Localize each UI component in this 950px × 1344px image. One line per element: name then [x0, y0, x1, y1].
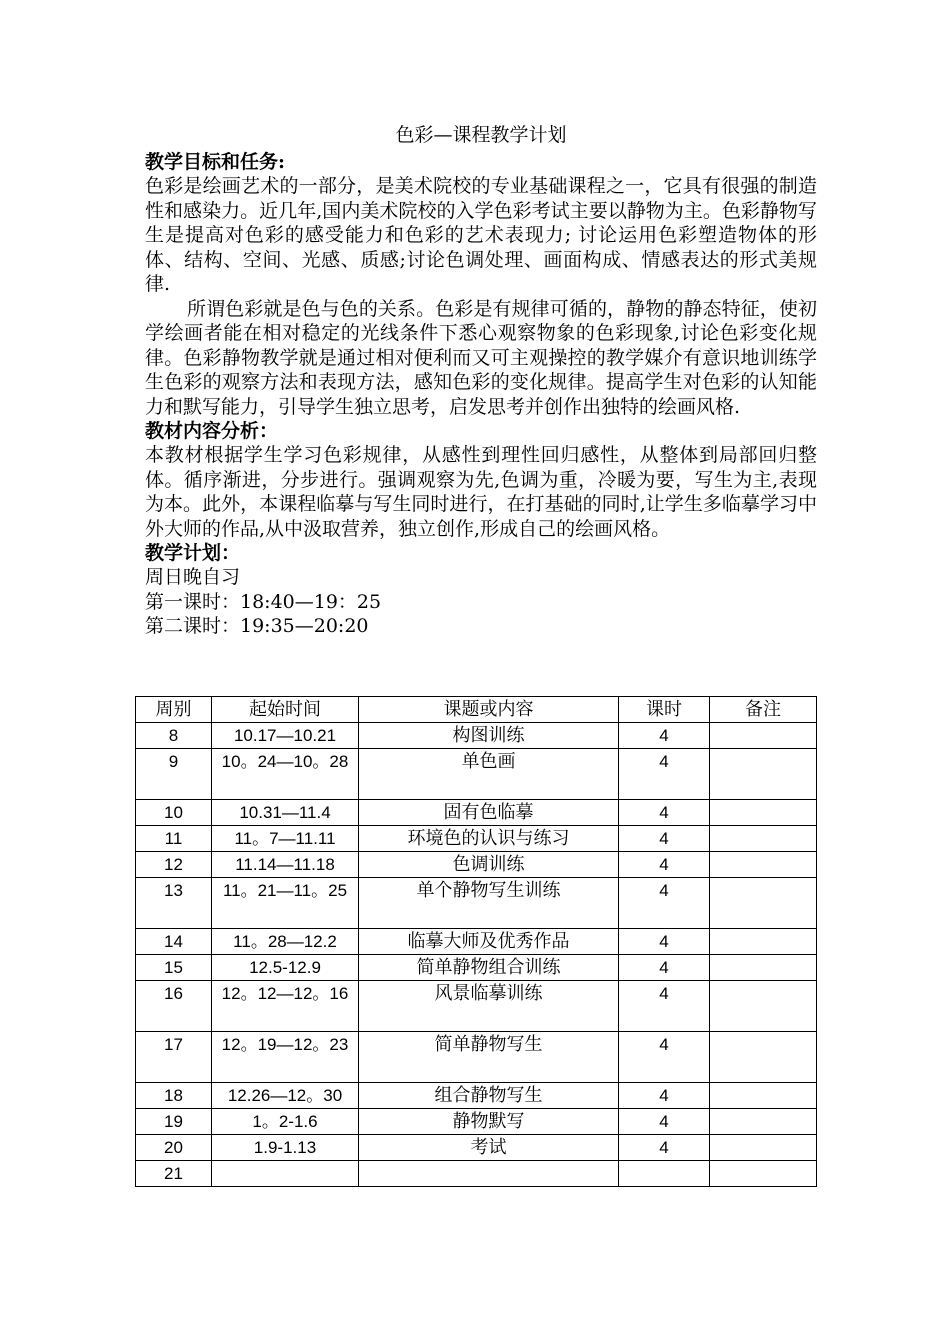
cell-note [710, 723, 817, 749]
header-hours: 课时 [619, 697, 710, 723]
goals-heading: 教学目标和任务: [145, 151, 286, 173]
header-dates: 起始时间 [212, 697, 359, 723]
table-row [136, 878, 817, 929]
cell-note [710, 1135, 817, 1161]
cell-dates: 1。2-1.6 [212, 1109, 359, 1135]
cell-week: 21 [136, 1161, 212, 1187]
schedule-body [136, 723, 817, 1187]
cell-week: 19 [136, 1109, 212, 1135]
schedule-table [135, 696, 817, 1187]
cell-dates [212, 1161, 359, 1187]
cell-hours: 4 [619, 749, 710, 800]
table-row [136, 955, 817, 981]
cell-note [710, 826, 817, 852]
cell-dates: 11。21—11。25 [212, 878, 359, 929]
header-week: 周别 [136, 697, 212, 723]
document-page [145, 122, 817, 639]
cell-dates: 10。24—10。28 [212, 749, 359, 800]
cell-dates: 10.17—10.21 [212, 723, 359, 749]
cell-note [710, 749, 817, 800]
cell-note [710, 955, 817, 981]
cell-hours: 4 [619, 1083, 710, 1109]
cell-topic: 简单静物写生 [359, 1032, 619, 1083]
cell-dates: 1.9-1.13 [212, 1135, 359, 1161]
cell-hours: 4 [619, 1135, 710, 1161]
cell-dates: 11.14—11.18 [212, 852, 359, 878]
header-note: 备注 [710, 697, 817, 723]
cell-week: 11 [136, 826, 212, 852]
cell-week: 10 [136, 800, 212, 826]
cell-dates: 11。7—11.11 [212, 826, 359, 852]
cell-topic: 构图训练 [359, 723, 619, 749]
schedule-header-row [136, 697, 817, 723]
cell-note [710, 929, 817, 955]
cell-topic: 静物默写 [359, 1109, 619, 1135]
table-row [136, 723, 817, 749]
table-row [136, 749, 817, 800]
goals-paragraph-1: 色彩是绘画艺术的一部分，是美术院校的专业基础课程之一，它具有很强的制造性和感染力。近几年,国内美术院校的入学色彩考试主要以静物为主。色彩静物写生是提高对色彩的感受能力和色彩的艺术表现力; 讨论运用色彩塑造物体的形体、结构、空间、光感、质感;讨论色调处理、画面构成、情感表达的形式美规律. [145, 175, 817, 295]
plan-session-label: 周日晚自习 [145, 566, 241, 588]
cell-note [710, 800, 817, 826]
content-analysis-paragraph: 本教材根据学生学习色彩规律，从感性到理性回归感性，从整体到局部回归整体。循序渐进，分步进行。强调观察为先,色调为重，冷暖为要，写生为主,表现为本。此外，本课程临摹与写生同时进行，在打基础的同时,让学生多临摹学习中外大师的作品,从中汲取营养，独立创作,形成自己的绘画风格。 [145, 444, 817, 540]
goals-paragraph-2: 所谓色彩就是色与色的关系。色彩是有规律可循的，静物的静态特征，使初学绘画者能在相对稳定的光线条件下悉心观察物象的色彩现象,讨论色彩变化规律。色彩静物教学就是通过相对便利而又可主观操控的教学媒介有意识地训练学生色彩的观察方法和表现方法，感知色彩的变化规律。提高学生对色彩的认知能力和默写能力，引导学生独立思考，启发思考并创作出独特的绘画风格. [145, 297, 817, 418]
cell-note [710, 1083, 817, 1109]
cell-topic: 考试 [359, 1135, 619, 1161]
cell-topic: 组合静物写生 [359, 1083, 619, 1109]
table-row [136, 1032, 817, 1083]
cell-hours: 4 [619, 1032, 710, 1083]
table-row [136, 852, 817, 878]
cell-week: 20 [136, 1135, 212, 1161]
cell-hours: 4 [619, 878, 710, 929]
table-row [136, 1083, 817, 1109]
cell-hours: 4 [619, 723, 710, 749]
table-row [136, 1161, 817, 1187]
table-row [136, 826, 817, 852]
cell-week: 13 [136, 878, 212, 929]
header-topic: 课题或内容 [359, 697, 619, 723]
cell-week: 18 [136, 1083, 212, 1109]
cell-topic [359, 1161, 619, 1187]
cell-week: 15 [136, 955, 212, 981]
plan-first-period: 第一课时：18:40—19：25 [145, 590, 382, 613]
cell-topic: 环境色的认识与练习 [359, 826, 619, 852]
cell-hours: 4 [619, 981, 710, 1032]
cell-topic: 单色画 [359, 749, 619, 800]
cell-note [710, 852, 817, 878]
cell-hours: 4 [619, 852, 710, 878]
cell-note [710, 1161, 817, 1187]
cell-week: 16 [136, 981, 212, 1032]
cell-dates: 10.31—11.4 [212, 800, 359, 826]
table-row [136, 800, 817, 826]
table-row [136, 929, 817, 955]
teaching-plan-heading: 教学计划： [145, 542, 241, 564]
table-row [136, 981, 817, 1032]
cell-note [710, 981, 817, 1032]
cell-week: 8 [136, 723, 212, 749]
cell-week: 14 [136, 929, 212, 955]
plan-second-period: 第二课时：19:35—20:20 [145, 615, 369, 637]
cell-topic: 风景临摹训练 [359, 981, 619, 1032]
cell-dates: 12.5-12.9 [212, 955, 359, 981]
cell-topic: 色调训练 [359, 852, 619, 878]
cell-note [710, 1109, 817, 1135]
cell-week: 9 [136, 749, 212, 800]
cell-hours: 4 [619, 1109, 710, 1135]
cell-hours [619, 1161, 710, 1187]
cell-hours: 4 [619, 800, 710, 826]
cell-topic: 单个静物写生训练 [359, 878, 619, 929]
cell-week: 12 [136, 852, 212, 878]
cell-hours: 4 [619, 929, 710, 955]
cell-note [710, 878, 817, 929]
cell-note [710, 1032, 817, 1083]
cell-topic: 简单静物组合训练 [359, 955, 619, 981]
cell-dates: 12。12—12。16 [212, 981, 359, 1032]
cell-dates: 12.26—12。30 [212, 1083, 359, 1109]
cell-dates: 12。19—12。23 [212, 1032, 359, 1083]
cell-week: 17 [136, 1032, 212, 1083]
cell-hours: 4 [619, 955, 710, 981]
cell-hours: 4 [619, 826, 710, 852]
table-row [136, 1135, 817, 1161]
content-analysis-heading: 教材内容分析： [145, 420, 279, 442]
cell-dates: 11。28—12.2 [212, 929, 359, 955]
table-row [136, 1109, 817, 1135]
document-title: 色彩—课程教学计划 [395, 124, 567, 146]
cell-topic: 固有色临摹 [359, 800, 619, 826]
cell-topic: 临摹大师及优秀作品 [359, 929, 619, 955]
